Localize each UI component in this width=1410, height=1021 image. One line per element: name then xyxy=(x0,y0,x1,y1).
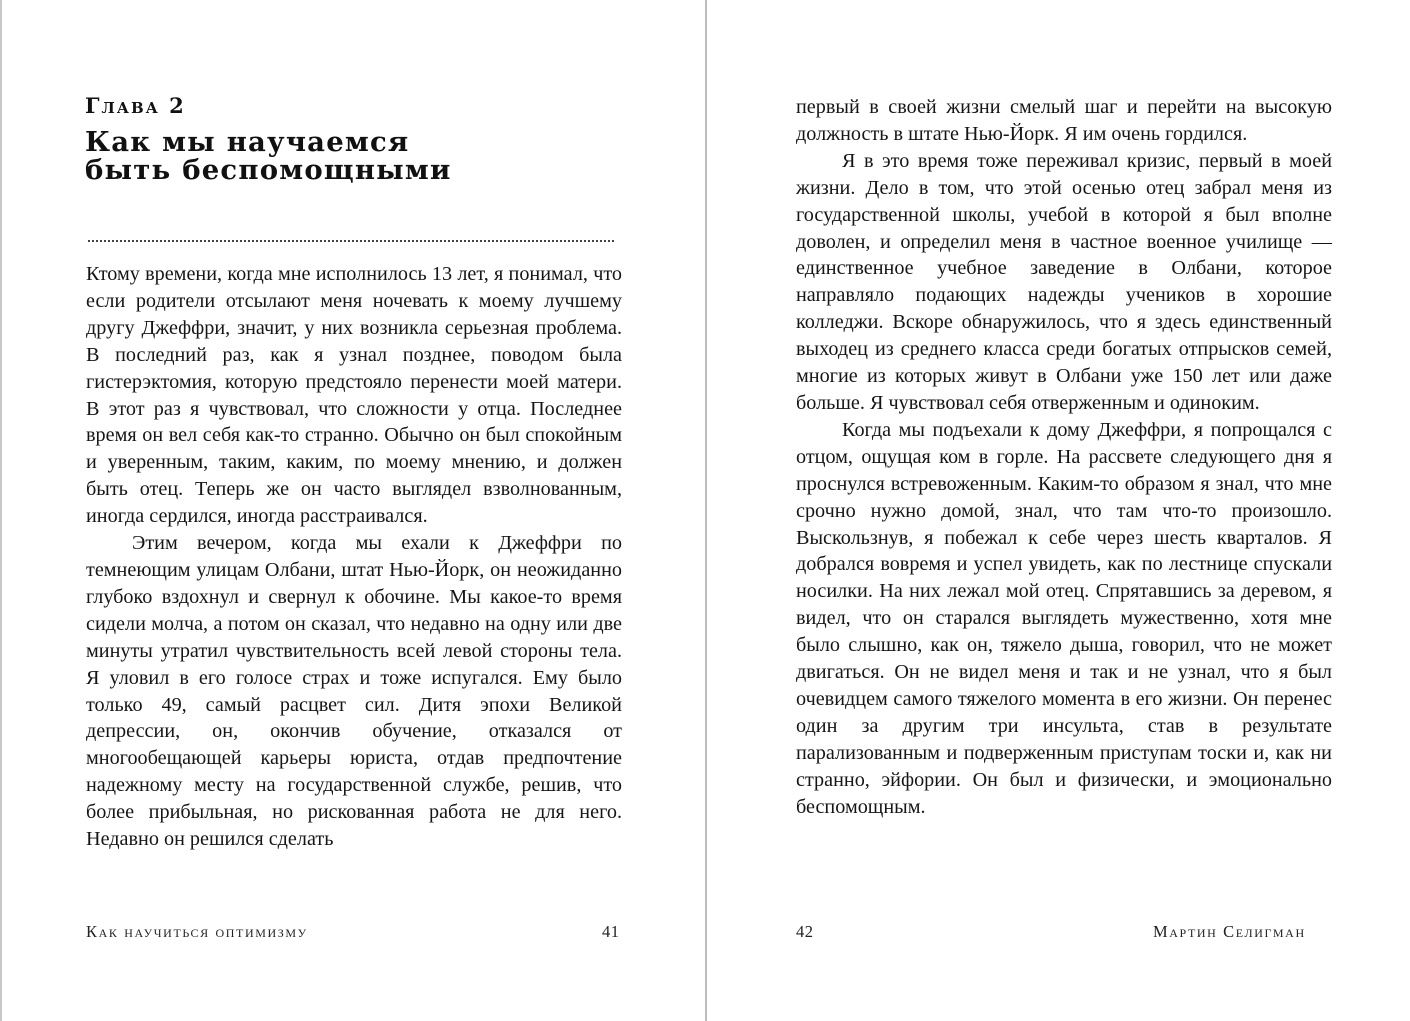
left-page xyxy=(2,0,705,1021)
running-footer-book-title: Как научиться оптимизму xyxy=(86,922,308,941)
paragraph: Этим вечером, когда мы ехали к Джеффри по темнеющим улицам Олбани, штат Нью-Йорк, он неожиданно глубоко вздохнул и свернул к обочине. Мы какое-то время сидели молча, а потом он сказал, что недавно на одну или две минуты утратил чувствительность всей левой стороны тела. Я уловил в его голосе страх и тоже испугался. Ему было только 49, самый расцвет сил. Дитя эпохи Великой депрессии, он, окончив обучение, отказался от многообещающей карьеры юриста, отдав предпочтение надежному месту на государственной службе, решив, что более прибыльная, но рискованная работа не для него. Недавно он решился сделать xyxy=(86,532,622,851)
page-number: 42 xyxy=(796,922,814,941)
page-number: 41 xyxy=(602,922,620,941)
running-footer-author: Мартин Селигман xyxy=(1153,922,1306,941)
chapter-title-line-2: быть беспомощными xyxy=(85,154,452,186)
paragraph: Я в это время тоже переживал кризис, первый в моей жизни. Дело в том, что этой осенью отец забрал меня из государственной школы, учебой в которой я был вполне доволен, и определил меня в частное военное училище — единственное учебное заведение в Олбани, которое направляло подающих надежды учеников в хорошие колледжи. Вскоре обнаружилось, что я здесь единственный выходец из среднего класса среди богатых отпрысков семей, многие из которых живут в Олбани уже 150 лет или даже больше. Я чувствовал себя отверженным и одиноким. xyxy=(796,149,1332,414)
chapter-title xyxy=(85,128,452,184)
dotted-divider xyxy=(88,240,614,242)
right-page-body xyxy=(796,94,1332,820)
chapter-label: Глава 2 xyxy=(85,93,186,118)
chapter-title-line-1: Как мы научаемся xyxy=(85,126,410,158)
paragraph: первый в своей жизни смелый шаг и перейти на высокую должность в штате Нью-Йорк. Я им очень гордился. xyxy=(796,96,1332,145)
right-page xyxy=(707,0,1410,1021)
paragraph: Ктому времени, когда мне исполнилось 13 лет, я понимал, что если родители отсылают меня ночевать к моему лучшему другу Джеффри, значит, у них возникла серьезная проблема. В последний раз, как я узнал позднее, поводом была гистерэктомия, которую предстояло перенести моей матери. В этот раз я чувствовал, что сложности у отца. Последнее время он вел себя как-то странно. Обычно он был спокойным и уверенным, таким, каким, по моему мнению, и должен быть отец. Теперь же он часто выглядел взволнованным, иногда сердился, иногда расстраивался. xyxy=(86,263,622,528)
left-page-body xyxy=(86,261,622,853)
paragraph: Когда мы подъехали к дому Джеффри, я попрощался с отцом, ощущая ком в горле. На рассвете следующего дня я проснулся встревоженным. Каким-то образом я знал, что мне срочно нужно домой, знал, что там что-то произошло. Выскользнув, я побежал к себе через шесть кварталов. Я добрался вовремя и успел увидеть, как по лестнице спускали носилки. На них лежал мой отец. Спрятавшись за деревом, я видел, что он старался выглядеть мужественно, хотя мне было слышно, как он, тяжело дыша, говорил, что не может двигаться. Он не видел меня и так и не узнал, что я был очевидцем самого тяжелого момента в его жизни. Он перенес один за другим три инсульта, став в результате парализованным и подверженным приступам тоски и, как ни странно, эйфории. Он был и физически, и эмоционально беспомощным. xyxy=(796,418,1332,818)
